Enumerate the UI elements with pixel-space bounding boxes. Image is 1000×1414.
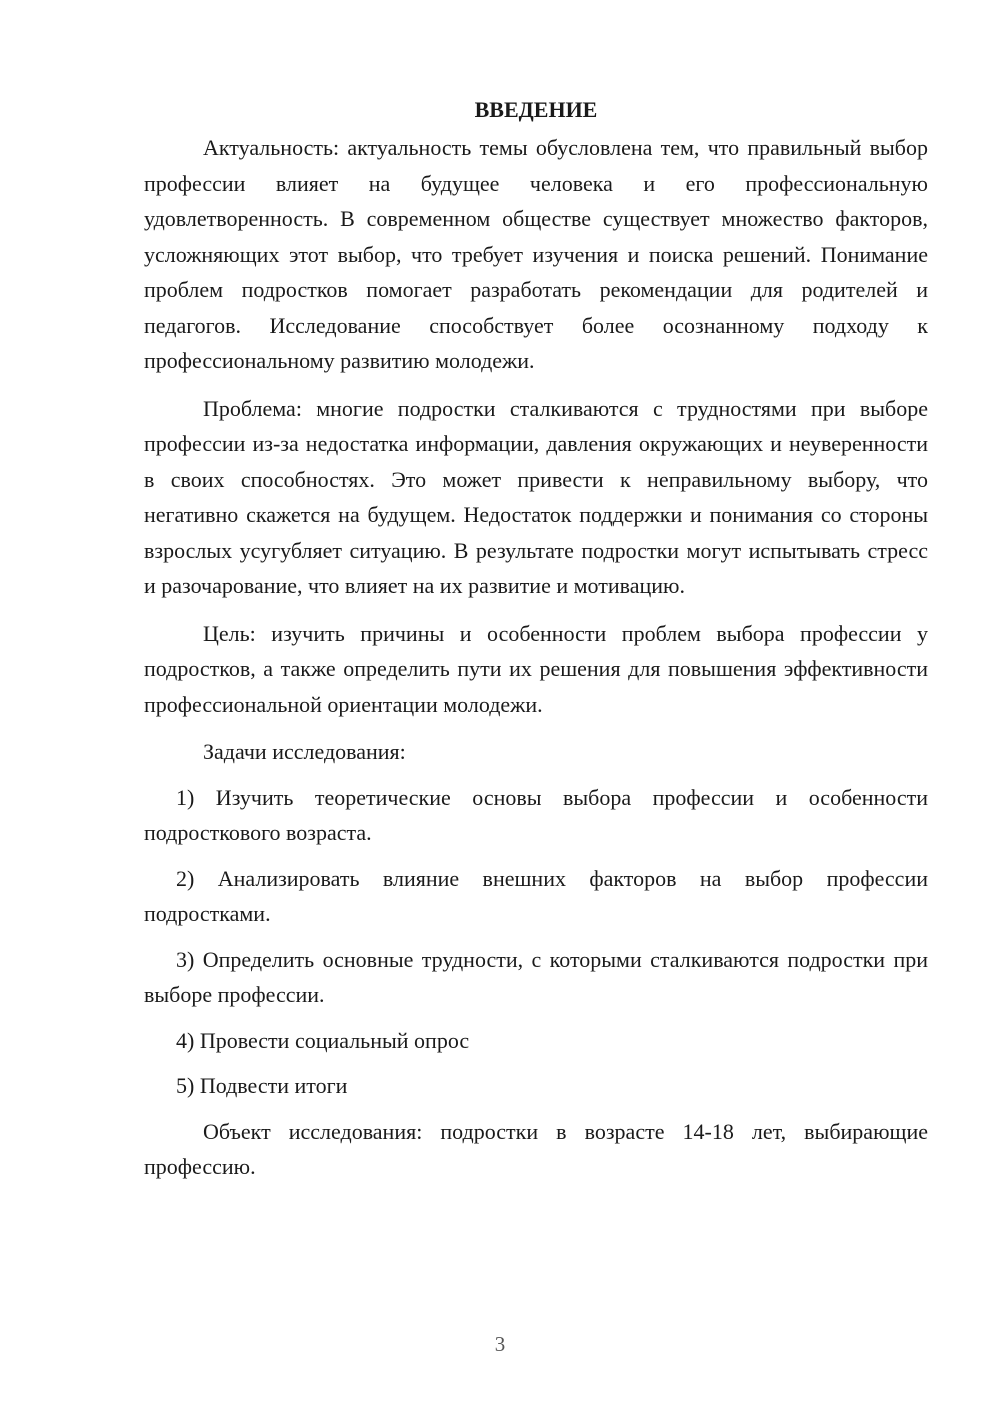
task-item-5: 5) Подвести итоги (176, 1073, 348, 1098)
paragraph-goal: Цель: изучить причины и особенности проблем выбора профессии у подростков, а также определить пути их решения для повышения эффективности профессиональной ориентации молодежи. (144, 620, 928, 717)
section-title: ВВЕДЕНИЕ (474, 97, 598, 122)
paragraph-relevance: Актуальность: актуальность темы обусловлена тем, что правильный выбор профессии влияет на будущее человека и его профессиональную удовлетворенность. В современном обществе существует множество факторов, усложняющих этот выбор, что требует изучения и поиска решений. Понимание проблем подростков помогает разработать рекомендации для родителей и педагогов. Исследование способствует более осознанному подходу к профессиональному развитию молодежи. (144, 135, 928, 373)
paragraph-problem: Проблема: многие подростки сталкиваются с трудностями при выборе профессии из-за недостатка информации, давления окружающих и неуверенности в своих способностях. Это может привести к неправильному выбору, что негативно скажется на будущем. Недостаток поддержки и понимания со стороны взрослых усугубляет ситуацию. В результате подростки могут испытывать стресс и разочарование, что влияет на их развитие и мотивацию. (144, 395, 928, 598)
task-item-1: 1) Изучить теоретические основы выбора профессии и особенности подросткового возраста. (144, 784, 928, 845)
task-item-2: 2) Анализировать влияние внешних факторов на выбор профессии подростками. (144, 865, 928, 926)
task-item-3: 3) Определить основные трудности, с которыми сталкиваются подростки при выборе профессии. (144, 946, 928, 1007)
page-content (144, 92, 928, 1197)
page-number: 3 (494, 1332, 506, 1356)
tasks-heading: Задачи исследования: (203, 739, 406, 764)
task-item-4: 4) Провести социальный опрос (176, 1027, 470, 1053)
paragraph-object: Объект исследования: подростки в возрасте 14-18 лет, выбирающие профессию. (144, 1118, 928, 1179)
